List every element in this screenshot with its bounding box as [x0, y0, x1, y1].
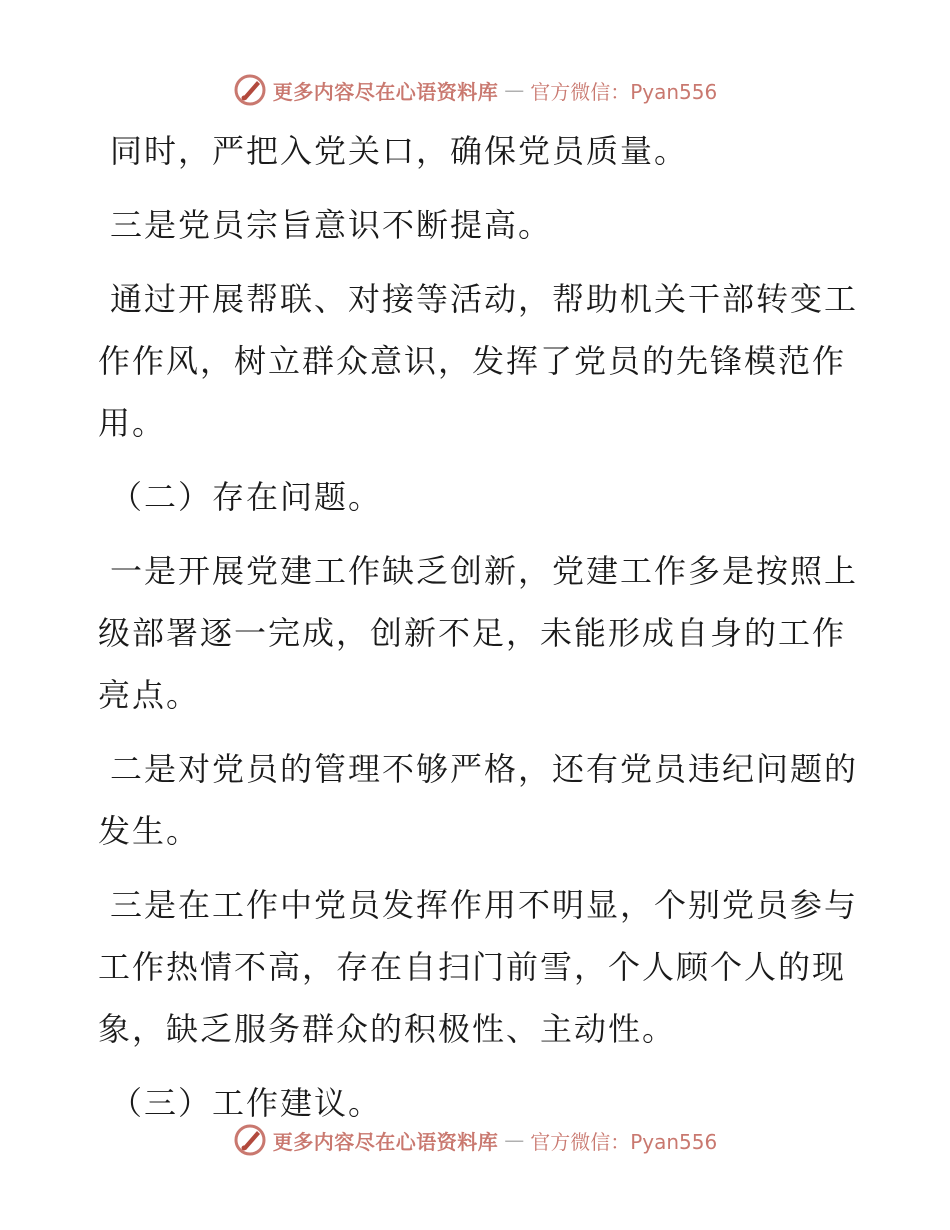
- paragraph: 同时，严把入党关口，确保党员质量。: [110, 132, 689, 170]
- paragraph: 三是党员宗旨意识不断提高。: [110, 206, 553, 244]
- footer-watermark: [0, 1120, 950, 1160]
- watermark-dash: —: [504, 78, 525, 102]
- section-heading: （二）存在问题。: [110, 478, 383, 516]
- logo-icon: [233, 73, 267, 107]
- watermark-wechat: 官方微信：Pyan556: [530, 79, 718, 104]
- watermark-dash: —: [504, 1128, 525, 1152]
- document-body: [98, 120, 858, 1134]
- watermark-text: 更多内容尽在心语资料库: [272, 79, 499, 104]
- section-heading: （三）工作建议。: [110, 1084, 383, 1122]
- watermark-wechat: 官方微信：Pyan556: [530, 1129, 718, 1154]
- paragraph: 通过开展帮联、对接等活动，帮助机关干部转变工作作风，树立群众意识，发挥了党员的先锋模范作用。: [98, 280, 859, 442]
- paragraph: 二是对党员的管理不够严格，还有党员违纪问题的发生。: [98, 750, 859, 850]
- watermark-text: 更多内容尽在心语资料库: [272, 1129, 499, 1154]
- paragraph: 三是在工作中党员发挥作用不明显，个别党员参与工作热情不高，存在自扫门前雪，个人顾个人的现象，缺乏服务群众的积极性、主动性。: [98, 886, 859, 1048]
- logo-icon: [233, 1123, 267, 1157]
- header-watermark: [0, 70, 950, 110]
- paragraph: 一是开展党建工作缺乏创新，党建工作多是按照上级部署逐一完成，创新不足，未能形成自身的工作亮点。: [98, 552, 859, 714]
